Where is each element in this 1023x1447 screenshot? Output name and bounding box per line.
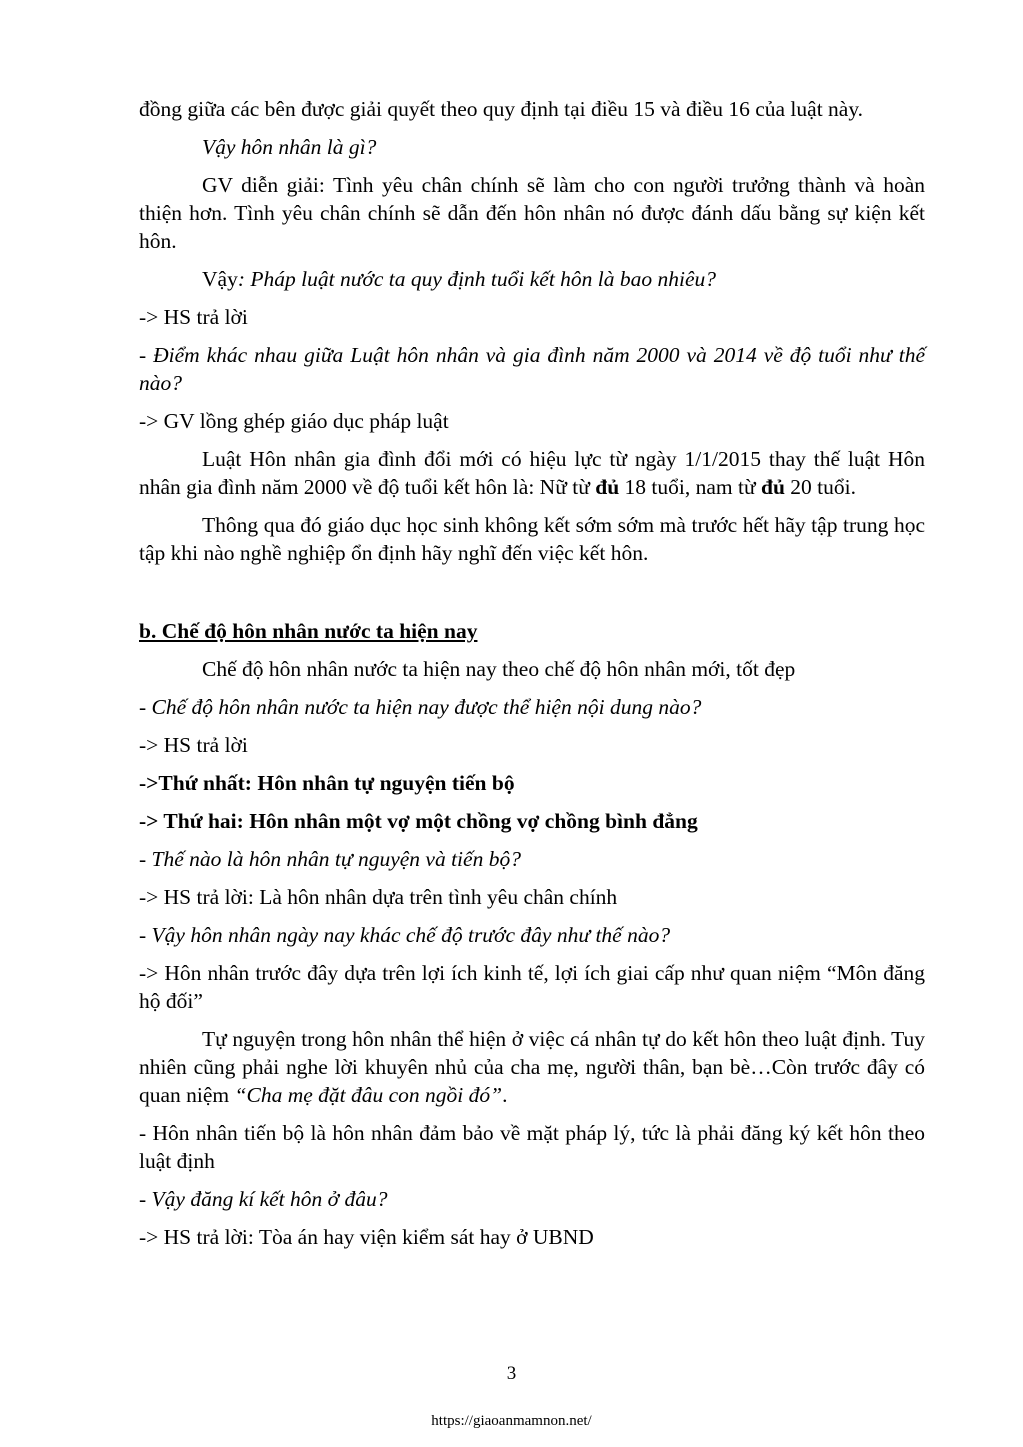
answer-line: -> HS trả lời <box>139 305 248 329</box>
answer-line: -> Hôn nhân trước đây dựa trên lợi ích kinh tế, lợi ích giai cấp như quan niệm “Môn đăng hộ đối” <box>139 961 925 1013</box>
question: - Thế nào là hôn nhân tự nguyện và tiến bộ? <box>139 847 521 871</box>
question: - Vậy đăng kí kết hôn ở đâu? <box>139 1187 388 1211</box>
paragraph: GV diễn giải: Tình yêu chân chính sẽ làm cho con người trưởng thành và hoàn thiện hơn. Tình yêu chân chính sẽ dẫn đến hôn nhân nó được đánh dấu bằng sự kiện kết hôn. <box>139 173 925 253</box>
paragraph <box>139 445 925 501</box>
answer-line: -> HS trả lời: Tòa án hay viện kiểm sát hay ở UBND <box>139 1225 594 1249</box>
footer-url: https://giaoanmamnon.net/ <box>431 1413 592 1429</box>
answer-line: -> GV lồng ghép giáo dục pháp luật <box>139 409 449 433</box>
question: - Chế độ hôn nhân nước ta hiện nay được thể hiện nội dung nào? <box>139 695 702 719</box>
paragraph: Thông qua đó giáo dục học sinh không kết sớm sớm mà trước hết hãy tập trung học tập khi nào nghề nghiệp ổn định hãy nghĩ đến việc kết hôn. <box>139 513 925 565</box>
answer-line: -> HS trả lời: Là hôn nhân dựa trên tình yêu chân chính <box>139 885 618 909</box>
question: - Vậy hôn nhân ngày nay khác chế độ trước đây như thế nào? <box>139 923 671 947</box>
page-number: 3 <box>506 1363 517 1384</box>
text-run: 20 tuổi. <box>784 475 856 499</box>
question: Vậy hôn nhân là gì? <box>202 135 377 159</box>
bold-text: đủ <box>761 475 785 499</box>
question-text: : Pháp luật nước ta quy định tuổi kết hôn là bao nhiêu? <box>237 267 717 291</box>
bold-text: đủ <box>595 475 620 499</box>
text-run: 18 tuổi, nam từ <box>619 475 761 499</box>
text-run: . <box>502 1083 508 1107</box>
italic-quote: “Cha mẹ đặt đâu con ngồi đó” <box>234 1083 503 1107</box>
question <box>139 265 925 293</box>
question: - Điểm khác nhau giữa Luật hôn nhân và gia đình năm 2000 và 2014 về độ tuổi như thế nào? <box>139 343 925 395</box>
paragraph <box>139 1025 925 1109</box>
answer-line: -> HS trả lời <box>139 733 248 757</box>
text-run: Luật Hôn nhân gia đình đổi mới có hiệu lực từ ngày 1/1/2015 thay thế luật Hôn nhân gia đình năm 2000 về độ tuổi kết hôn là: Nữ từ <box>139 447 925 499</box>
text-run: Tự nguyện trong hôn nhân thể hiện ở việc cá nhân tự do kết hôn theo luật định. Tuy nhiên cũng phải nghe lời khuyên nhủ của cha mẹ, người thân, bạn bè…Còn trước đây có quan niệm <box>139 1027 925 1107</box>
answer-point: -> Thứ hai: Hôn nhân một vợ một chồng vợ chồng bình đẳng <box>139 809 698 833</box>
section-heading: b. Chế độ hôn nhân nước ta hiện nay <box>139 619 478 643</box>
paragraph: Chế độ hôn nhân nước ta hiện nay theo chế độ hôn nhân mới, tốt đẹp <box>202 657 796 681</box>
paragraph: - Hôn nhân tiến bộ là hôn nhân đảm bảo về mặt pháp lý, tức là phải đăng ký kết hôn theo luật định <box>139 1121 925 1173</box>
answer-point: ->Thứ nhất: Hôn nhân tự nguyện tiến bộ <box>139 771 515 795</box>
paragraph: đồng giữa các bên được giải quyết theo quy định tại điều 15 và điều 16 của luật này. <box>139 97 864 121</box>
question-lead: Vậy <box>202 267 238 291</box>
document-body <box>139 95 925 1251</box>
